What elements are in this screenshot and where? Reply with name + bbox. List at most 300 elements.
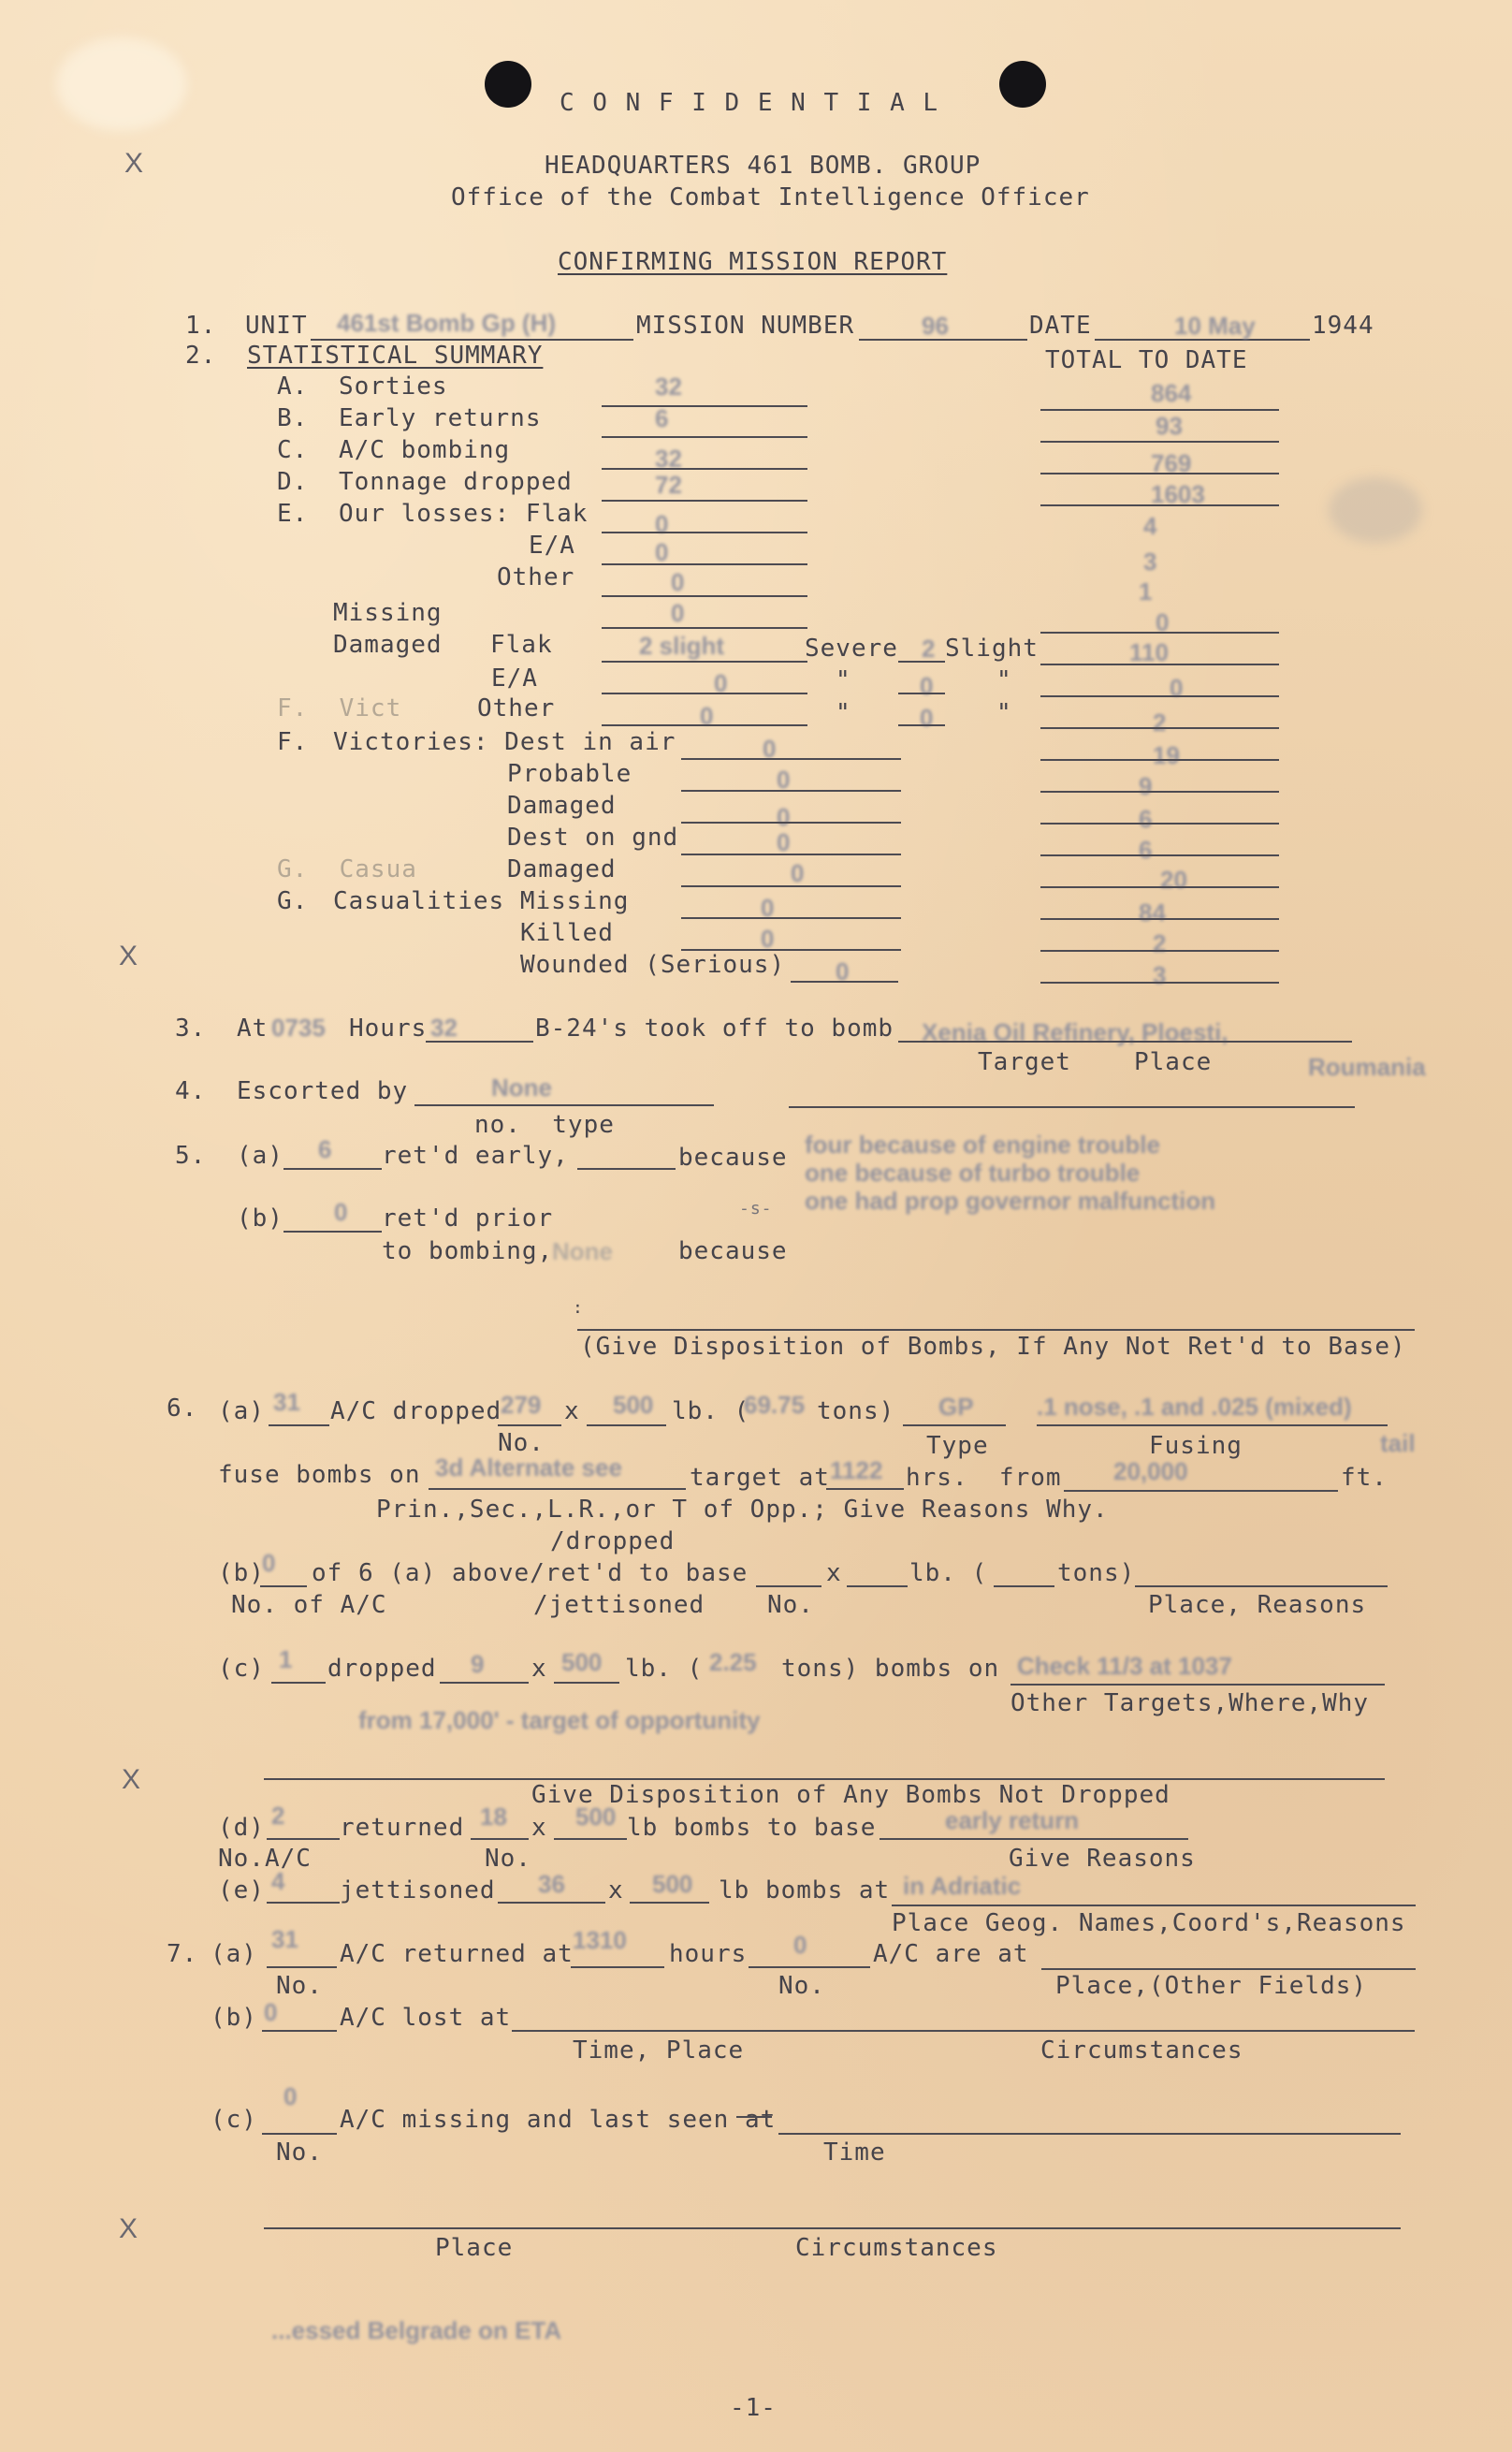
dest-air-total: 19 — [1153, 741, 1180, 769]
losses-other-total: 1 — [1139, 577, 1153, 606]
d-value: 2 — [271, 1802, 285, 1830]
row-letter: E. — [277, 500, 309, 528]
value-line — [602, 405, 807, 407]
sub-label: (e) — [218, 1876, 265, 1905]
x-label: x — [531, 1655, 547, 1683]
count-line — [756, 1585, 821, 1587]
slight-label: Slight — [945, 635, 1039, 663]
reason-3: one had prop governor malfunction — [805, 1187, 1216, 1215]
at-label: At — [237, 1014, 269, 1043]
damaged-other-label: Other — [477, 694, 556, 722]
count-line — [440, 1682, 529, 1684]
place-geog-label: Place Geog. Names,Coord's,Reasons — [892, 1909, 1406, 1937]
sub-label: (b) — [218, 1559, 265, 1587]
place-label: Place — [1134, 1048, 1213, 1076]
target-at-label: target at — [690, 1464, 830, 1492]
no-label: No. — [767, 1591, 814, 1619]
cas-missing-total: 84 — [1139, 898, 1166, 927]
type-line — [903, 1424, 1006, 1426]
tons-bombs-on-label: tons) bombs on — [781, 1655, 1000, 1683]
e-lb: 500 — [652, 1870, 693, 1898]
damaged-flak-total: 110 — [1129, 638, 1169, 666]
returned-at-label: A/C returned at — [340, 1940, 574, 1968]
unit-label: UNIT — [245, 312, 308, 340]
note-line — [264, 1778, 1385, 1780]
unit-value: 461st Bomb Gp (H) — [337, 309, 557, 337]
value-line — [681, 917, 901, 919]
value-line — [681, 758, 901, 760]
damaged-other-total: 2 — [1153, 708, 1167, 737]
fusing-label: Fusing — [1149, 1432, 1243, 1460]
count-line — [554, 1682, 619, 1684]
severe-value: 2 — [922, 635, 936, 663]
count-line — [284, 1168, 382, 1170]
damaged-label: Damaged — [333, 631, 443, 659]
sorties-total: 864 — [1151, 379, 1192, 407]
sub-label: (d) — [218, 1814, 265, 1842]
punch-hole-right — [999, 61, 1046, 108]
mission-number-value: 96 — [922, 312, 949, 340]
jettisoned-label: jettisoned — [340, 1876, 496, 1905]
damaged-flak-value: 2 slight — [639, 632, 725, 660]
ditto-mark: " — [836, 666, 851, 694]
row-letter: D. — [277, 468, 309, 496]
e-place: in Adriatic — [903, 1872, 1022, 1900]
total-line — [1040, 473, 1279, 474]
ac-dropped-count: 31 — [273, 1388, 300, 1416]
c-value: 1 — [279, 1645, 293, 1673]
missing-label: Missing — [333, 599, 443, 627]
bombs-dropped: 279 — [501, 1391, 542, 1419]
takeoff-text: B-24's took off to bomb — [535, 1014, 894, 1043]
reason-2: one because of turbo trouble — [805, 1159, 1141, 1187]
gnd-damaged-total: 20 — [1160, 866, 1187, 894]
our-losses-flak-label: Our losses: Flak — [339, 500, 589, 528]
disposition-line — [577, 1329, 1415, 1331]
place-value: Roumania — [1308, 1053, 1426, 1081]
damaged-ea-total: 0 — [1170, 674, 1184, 702]
count-line — [498, 1424, 561, 1426]
sub-label: (a) — [218, 1397, 265, 1425]
value-line — [602, 563, 807, 565]
count-line — [471, 1838, 529, 1840]
total-line — [1040, 886, 1279, 888]
return-time: 1310 — [573, 1926, 627, 1954]
dest-gnd-label: Dest on gnd — [507, 824, 679, 852]
total-line — [1040, 441, 1279, 443]
escort-line — [789, 1106, 1355, 1108]
casualities-missing-label: Casualities Missing — [333, 887, 630, 915]
severe-line — [898, 661, 945, 663]
tons-label: tons) — [817, 1397, 895, 1425]
time-line — [826, 1488, 904, 1490]
value-line — [602, 724, 807, 726]
item-number: 6. — [167, 1394, 198, 1423]
ac-bombing-label: A/C bombing — [339, 436, 511, 464]
other-fields-label: Place,(Other Fields) — [1055, 1972, 1368, 2000]
ditto-mark: " — [996, 699, 1012, 727]
probable-value: 0 — [777, 766, 791, 794]
item-number: 1. — [185, 312, 217, 340]
target-line — [898, 1041, 1352, 1043]
dash-mark: -s- — [739, 1199, 773, 1219]
row-letter: G. — [277, 887, 309, 915]
hrs-from-label: hrs. from — [906, 1464, 1062, 1492]
dropped-label: dropped — [327, 1655, 437, 1683]
row-letter: B. — [277, 404, 309, 432]
reason-1: four because of engine trouble — [805, 1131, 1160, 1159]
early-returns-value: 6 — [655, 404, 669, 432]
damaged-ea-label: E/A — [491, 664, 538, 693]
no-of-ac-label: No. of A/C — [231, 1591, 387, 1619]
classification-label: C O N F I D E N T I A L — [560, 89, 940, 117]
other-targets-label: Other Targets,Where,Why — [1010, 1689, 1370, 1717]
lb-label: lb. ( — [672, 1397, 750, 1425]
give-disposition-label: Give Disposition of Any Bombs Not Dropped — [531, 1781, 1170, 1809]
value-line — [602, 468, 807, 470]
statistical-summary-label: STATISTICAL SUMMARY — [247, 342, 544, 370]
because-label: because — [678, 1144, 788, 1172]
aircraft-count: 32 — [430, 1014, 458, 1042]
ditto-mark: " — [996, 666, 1012, 694]
circumstances-label: Circumstances — [795, 2234, 998, 2262]
x-label: x — [564, 1397, 580, 1425]
count-line — [749, 1966, 870, 1968]
total-line — [1040, 982, 1279, 984]
no-label: No. — [276, 2138, 323, 2167]
missing-line — [778, 2133, 1401, 2135]
sub-label: (c) — [218, 1655, 265, 1683]
total-line — [1040, 409, 1279, 411]
hours-label: hours — [669, 1940, 748, 1968]
total-line — [1040, 823, 1279, 825]
returned-label: returned — [340, 1814, 465, 1842]
row-letter: C. — [277, 436, 309, 464]
dest-gnd-value: 0 — [777, 828, 791, 856]
count-line — [498, 1902, 605, 1904]
gnd-damaged-label: Damaged — [507, 855, 617, 883]
sub-label: (a) — [211, 1940, 257, 1968]
count-line — [426, 1041, 533, 1043]
d-bombs: 18 — [480, 1803, 507, 1831]
c-lb: 500 — [561, 1648, 603, 1676]
killed-label: Killed — [520, 919, 614, 947]
no-label: No. — [276, 1972, 323, 2000]
struck-text: G. Casua — [277, 855, 417, 883]
place-line — [892, 1905, 1416, 1906]
value-line — [602, 436, 807, 438]
place-line — [1010, 1684, 1385, 1686]
prior-value: None — [552, 1237, 613, 1265]
severe-label: Severe — [805, 635, 898, 663]
gnd-damaged-value: 0 — [791, 859, 805, 887]
value-line — [681, 790, 901, 792]
total-line — [1040, 632, 1279, 634]
place-line — [1041, 1968, 1416, 1970]
count-line — [284, 1231, 382, 1233]
wounded-total: 3 — [1153, 961, 1167, 989]
retd-to-base-label: of 6 (a) above/ret'd to base — [312, 1559, 749, 1587]
reason-line — [577, 1168, 676, 1170]
f-damaged-value: 0 — [777, 803, 791, 831]
victories-dest-air-label: Victories: Dest in air — [333, 728, 676, 756]
because-label: because — [678, 1237, 788, 1265]
count-line — [262, 2030, 337, 2032]
unit-line — [311, 339, 633, 341]
time-label: Time — [823, 2138, 886, 2167]
count-line — [554, 1838, 627, 1840]
margin-x-mark: X — [119, 2213, 138, 2244]
count-line — [269, 1424, 329, 1426]
value-line — [681, 949, 901, 951]
type-label: Type — [926, 1432, 989, 1460]
probable-total: 9 — [1139, 772, 1153, 800]
item-number: 5. — [175, 1142, 207, 1170]
value-line — [681, 854, 901, 855]
to-bombing-label: to bombing, — [382, 1237, 554, 1265]
no-label: No. — [778, 1972, 825, 2000]
margin-x-mark: X — [124, 148, 144, 179]
killed-value: 0 — [761, 925, 775, 953]
missing-value: 0 — [671, 599, 685, 627]
tonnage-value: 72 — [655, 471, 682, 499]
lb-bombs-at-label: lb bombs at — [719, 1876, 891, 1905]
count-line — [260, 1585, 307, 1587]
cas-missing-value: 0 — [761, 894, 775, 922]
probable-label: Probable — [507, 760, 632, 788]
margin-x-mark: X — [122, 1764, 141, 1795]
target-value: Xenia Oil Refinery, Ploesti, — [922, 1018, 1228, 1046]
value-line — [602, 661, 807, 663]
mission-number-label: MISSION NUMBER — [636, 312, 855, 340]
wounded-label: Wounded (Serious) — [520, 951, 786, 979]
count-line — [587, 1424, 666, 1426]
altitude-line — [1064, 1490, 1338, 1492]
damaged-ea-severe: 0 — [920, 672, 934, 700]
place-reasons-label: Place, Reasons — [1148, 1591, 1367, 1619]
page-number: -1- — [730, 2394, 777, 2422]
f-damaged-label: Damaged — [507, 792, 617, 820]
ditto-mark: " — [836, 699, 851, 727]
e-value: 4 — [271, 1867, 285, 1895]
total-line — [1040, 950, 1279, 952]
office-heading: Office of the Combat Intelligence Officer — [451, 183, 1090, 212]
ac-missing-count: 0 — [284, 2082, 298, 2110]
alternate-line — [429, 1488, 686, 1490]
count-line — [994, 1585, 1054, 1587]
ac-lost-count: 0 — [264, 1998, 278, 2026]
ac-bombing-value: 32 — [655, 445, 682, 473]
total-to-date-label: TOTAL TO DATE — [1045, 346, 1248, 374]
item-number: 7. — [167, 1940, 198, 1968]
value-line — [602, 627, 807, 629]
retd-prior-label: ret'd prior — [382, 1204, 554, 1233]
bomb-weight: 500 — [613, 1391, 654, 1419]
altitude-value: 20,000 — [1113, 1457, 1188, 1485]
value-line — [602, 693, 807, 694]
ac-dropped-label: A/C dropped — [330, 1397, 502, 1425]
losses-flak-value: 0 — [655, 510, 669, 538]
early-returns-total: 93 — [1156, 412, 1183, 440]
fuse-bombs-label: fuse bombs on — [218, 1461, 421, 1489]
count-line — [267, 1902, 340, 1904]
date-label: DATE — [1029, 312, 1092, 340]
ac-bombing-total: 769 — [1151, 449, 1192, 477]
losses-flak-total: 4 — [1143, 512, 1157, 540]
row-letter: A. — [277, 372, 309, 401]
ft-label: ft. — [1341, 1464, 1388, 1492]
x-label: x — [608, 1876, 624, 1905]
bomb-type: GP — [938, 1393, 974, 1421]
sub-label: (c) — [211, 2106, 257, 2134]
give-reasons-label: Give Reasons — [1009, 1845, 1196, 1873]
takeoff-time: 0735 — [271, 1014, 326, 1042]
hours-label: Hours — [349, 1014, 428, 1043]
item-number: 2. — [185, 342, 217, 370]
count-line — [267, 1838, 340, 1840]
total-line — [1040, 664, 1279, 665]
tonnage-total: 1603 — [1151, 480, 1205, 508]
total-line — [1040, 791, 1279, 793]
ac-lost-at-label: A/C lost at — [340, 2004, 512, 2032]
total-line — [1040, 695, 1279, 697]
no-ac-label: No.A/C — [218, 1845, 312, 1873]
count-line — [267, 1966, 337, 1968]
total-line — [1040, 854, 1279, 856]
missing-last-seen-label: A/C missing and last seen at — [340, 2106, 777, 2134]
place-line — [1135, 1585, 1388, 1587]
sub-label: (a) — [237, 1142, 284, 1170]
ac-returned-count: 31 — [271, 1925, 298, 1953]
count-line — [262, 2133, 337, 2135]
tail-value: tail — [1380, 1429, 1416, 1457]
damaged-ea-value: 0 — [714, 669, 728, 697]
paper-damage — [56, 37, 187, 131]
value-line — [681, 885, 901, 887]
tonnage-label: Tonnage dropped — [339, 468, 573, 496]
severe-line — [898, 693, 945, 694]
target-label: Target — [978, 1048, 1071, 1076]
value-line — [791, 981, 898, 983]
date-value: 10 May — [1174, 312, 1256, 340]
c-place: Check 11/3 at 1037 — [1017, 1652, 1232, 1680]
colon-mark: : — [573, 1298, 584, 1318]
escort-line — [414, 1104, 714, 1106]
lb-label: lb. ( — [909, 1559, 988, 1587]
sorties-value: 32 — [655, 372, 682, 401]
other-fields-count: 0 — [793, 1931, 807, 1959]
footer-note: ...essed Belgrade on ETA — [271, 2316, 562, 2344]
count-line — [630, 1902, 709, 1904]
sorties-label: Sorties — [339, 372, 448, 401]
total-line — [1040, 727, 1279, 729]
total-line — [1040, 504, 1279, 506]
retd-early-label: ret'd early, — [382, 1142, 569, 1170]
lb-label: lb. ( — [625, 1655, 704, 1683]
dest-gnd-total: 6 — [1139, 836, 1153, 864]
escort-value: None — [491, 1073, 552, 1102]
report-title: CONFIRMING MISSION REPORT — [558, 248, 948, 276]
tons-label: tons) — [1057, 1559, 1136, 1587]
bomb-time: 1122 — [830, 1456, 883, 1484]
prior-return-count: 0 — [334, 1198, 348, 1226]
total-line — [1040, 918, 1279, 920]
killed-total: 2 — [1153, 929, 1167, 957]
missing-total: 0 — [1156, 608, 1170, 636]
stain — [1329, 477, 1422, 543]
b-value: 0 — [262, 1549, 276, 1577]
circumstances-label: Circumstances — [1040, 2036, 1243, 2065]
struck-text: F. Vict — [277, 694, 402, 722]
damaged-other-severe: 0 — [920, 704, 934, 732]
alternate-value: 3d Alternate see — [435, 1453, 622, 1481]
d-lb: 500 — [575, 1803, 617, 1831]
early-return-count: 6 — [318, 1135, 332, 1163]
strike-through — [736, 2116, 772, 2118]
sub-label: (b) — [211, 2004, 257, 2032]
fusing-value: .1 nose, .1 and .025 (mixed) — [1037, 1393, 1352, 1421]
c-bombs: 9 — [471, 1650, 485, 1678]
reason-line — [880, 1838, 1188, 1840]
f-damaged-total: 6 — [1139, 805, 1153, 833]
year-label: 1944 — [1312, 312, 1374, 340]
c-note: from 17,000' - target of opportunity — [358, 1706, 761, 1734]
losses-ea-value: 0 — [655, 538, 669, 566]
item-number: 4. — [175, 1077, 207, 1105]
jettisoned-label: /jettisoned — [533, 1591, 705, 1619]
fusing-line — [1037, 1424, 1388, 1426]
losses-other-label: Other — [497, 563, 575, 591]
place-label: Place — [435, 2234, 514, 2262]
ac-are-at-label: A/C are at — [873, 1940, 1029, 1968]
item-number: 3. — [175, 1014, 207, 1043]
tons-value: 69.75 — [744, 1391, 806, 1419]
unit-heading: HEADQUARTERS 461 BOMB. GROUP — [545, 152, 981, 180]
time-line — [571, 1966, 664, 1968]
value-line — [602, 532, 807, 533]
e-bombs: 36 — [538, 1870, 565, 1898]
early-returns-label: Early returns — [339, 404, 542, 432]
d-reason: early return — [945, 1806, 1080, 1834]
losses-ea-label: E/A — [529, 532, 575, 560]
x-label: x — [826, 1559, 842, 1587]
time-place-label: Time, Place — [573, 2036, 745, 2065]
total-line — [1040, 759, 1279, 761]
escorted-label: Escorted by — [237, 1077, 409, 1105]
damaged-other-value: 0 — [700, 702, 714, 730]
target-type-hint: Prin.,Sec.,L.R.,or T of Opp.; Give Reasons Why. — [376, 1496, 1109, 1524]
place-circ-line — [264, 2227, 1401, 2229]
lb-bombs-to-base-label: lb bombs to base — [627, 1814, 877, 1842]
dest-air-value: 0 — [763, 735, 777, 763]
damaged-flak-label: Flak — [490, 631, 553, 659]
x-label: x — [531, 1814, 547, 1842]
value-line — [602, 500, 807, 502]
punch-hole-left — [485, 61, 531, 108]
losses-ea-total: 3 — [1143, 547, 1157, 576]
dropped-label: /dropped — [550, 1527, 676, 1555]
no-type-label: no. type — [474, 1111, 615, 1139]
value-line — [602, 595, 807, 597]
losses-other-value: 0 — [671, 568, 685, 596]
count-line — [271, 1682, 326, 1684]
severe-line — [898, 724, 945, 726]
no-label: No. — [485, 1845, 531, 1873]
wounded-value: 0 — [836, 957, 850, 985]
count-line — [847, 1585, 908, 1587]
lost-line — [512, 2030, 1415, 2032]
disposition-label: (Give Disposition of Bombs, If Any Not Ret'd to Base) — [580, 1333, 1406, 1361]
